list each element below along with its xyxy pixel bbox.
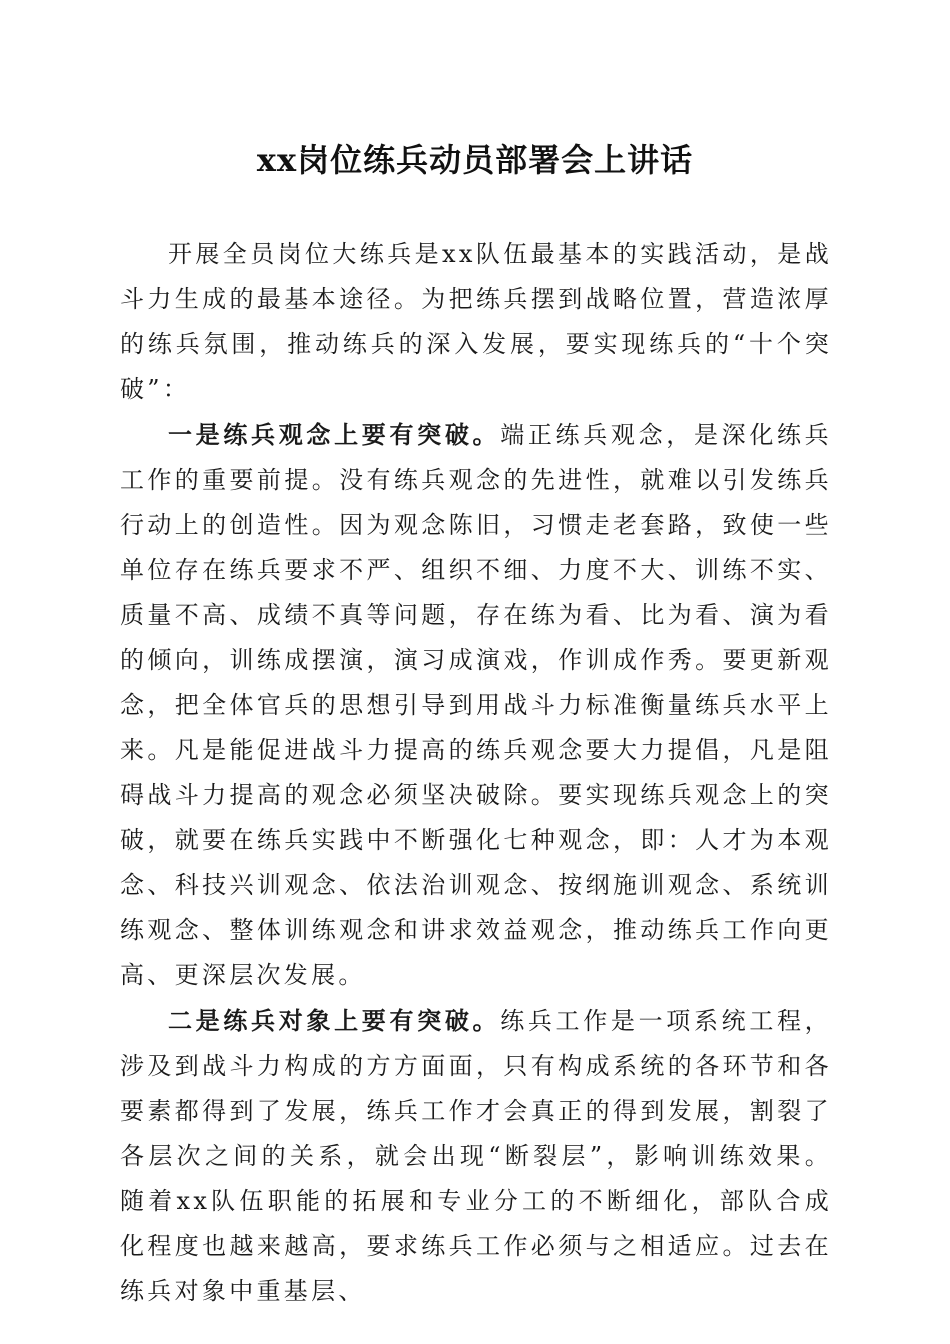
section-heading-2: 二是练兵对象上要有突破。 [168, 1006, 501, 1035]
section-text-1: 端正练兵观念，是深化练兵工作的重要前提。没有练兵观念的先进性，就难以引发练兵行动上的创造性。因为观念陈旧，习惯走老套路，致使一些单位存在练兵要求不严、组织不细、力度不大、训练不实、质量不高、成绩不真等问题，存在练为看、比为看、演为看的倾向，训练成摆演，演习成演戏，作训成作秀。要更新观念，把全体官兵的思想引导到用战斗力标准衡量练兵水平上来。凡是能促进战斗力提高的练兵观念要大力提倡，凡是阻碍战斗力提高的观念必须坚决破除。要实现练兵观念上的突破，就要在练兵实践中不断强化七种观念，即：人才为本观念、科技兴训观念、依法治训观念、按纲施训观念、系统训练观念、整体训练观念和讲求效益观念，推动练兵工作向更高、更深层次发展。 [120, 421, 832, 989]
section-text-2: 练兵工作是一项系统工程，涉及到战斗力构成的方方面面，只有构成系统的各环节和各要素都得到了发展，练兵工作才会真正的得到发展，割裂了各层次之间的关系，就会出现“断裂层”，影响训练效果。随着xx队伍职能的拓展和专业分工的不断细化，部队合成化程度也越来越高，要求练兵工作必须与之相适应。过去在练兵对象中重基层、 [120, 1007, 832, 1305]
section-paragraph-2 [120, 998, 832, 1314]
intro-paragraph: 开展全员岗位大练兵是xx队伍最基本的实践活动，是战斗力生成的最基本途径。为把练兵摆到战略位置，营造浓厚的练兵氛围，推动练兵的深入发展，要实现练兵的“十个突破”： [120, 240, 832, 403]
section-heading-1: 一是练兵观念上要有突破。 [168, 420, 501, 449]
document-body [120, 232, 832, 1314]
section-paragraph-1 [120, 412, 832, 998]
document-title: xx岗位练兵动员部署会上讲话 [256, 141, 694, 179]
